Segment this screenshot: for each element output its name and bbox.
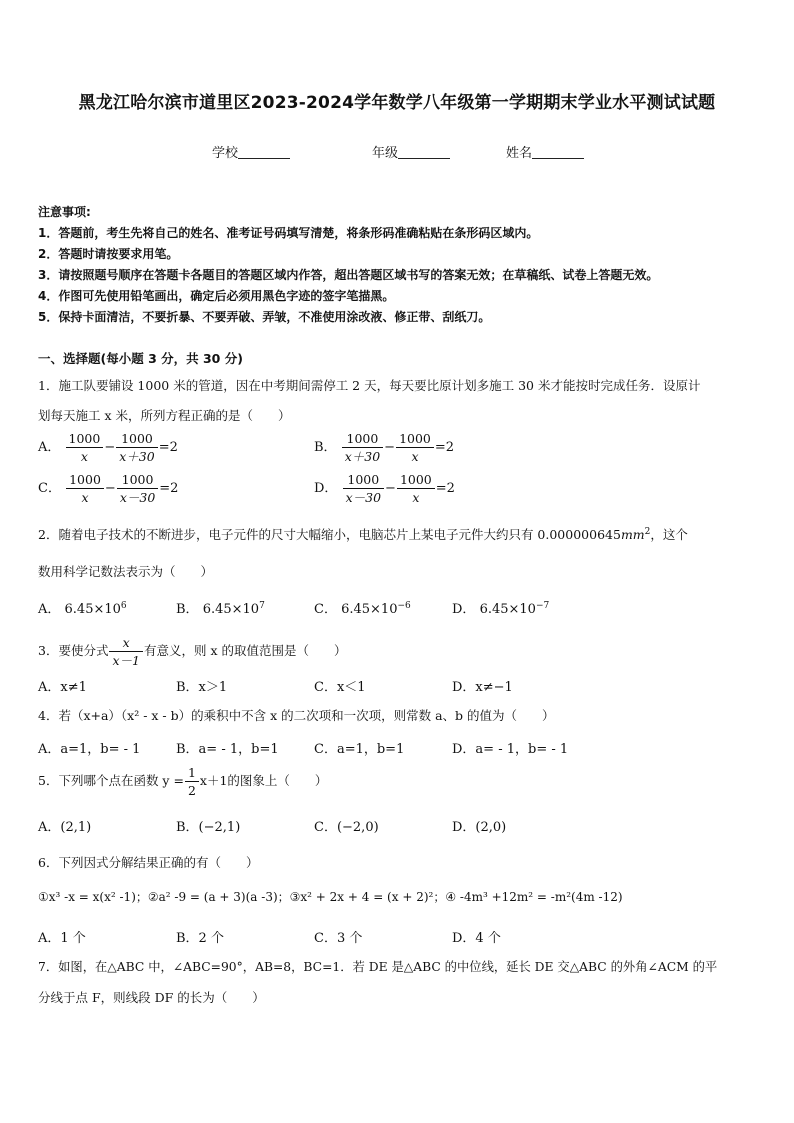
option-label: C． — [38, 481, 61, 496]
q7-text-line1: 7．如图，在△ABC 中，∠ABC=90°，AB=8，BC=1．若 DE 是△ABC 的中位线，延长 DE 交△ABC 的外角∠ACM 的平 — [38, 960, 718, 974]
q4-option-d[interactable]: D．a= - 1，b= - 1 — [452, 742, 569, 757]
note-item: 3．请按照题号顺序在答题卡各题目的答题区域内作答，超出答题区域书写的答案无效；在草稿纸、试卷上答题无效。 — [38, 268, 659, 282]
name-field[interactable] — [506, 142, 584, 161]
fraction: $\frac{1000}{x+30}$ — [116, 430, 157, 465]
q6-option-b[interactable]: B．2 个 — [176, 931, 224, 946]
section-heading: 一、选择题(每小题 3 分，共 30 分) — [38, 351, 243, 366]
q2-option-b[interactable]: B． $6.45\times 10^7$ — [176, 601, 265, 617]
fraction: $\frac{1000}{x+30}$ — [342, 430, 383, 465]
name-blank[interactable] — [532, 146, 584, 159]
q4-text: 4．若（x+a）（x² - x - b）的乘积中不含 x 的二次项和一次项，则常数 a、b 的值为（ ） — [38, 708, 555, 723]
school-label: 学校 — [212, 146, 239, 161]
fraction: $\frac{x}{x-1}$ — [109, 634, 143, 669]
grade-blank[interactable] — [398, 146, 450, 159]
q1-option-c[interactable]: C． $\frac{1000}{x}$ − $\frac{1000}{x-30}$ =2 — [38, 472, 179, 505]
note-item: 1．答题前，考生先将自己的姓名、准考证号码填写清楚，将条形码准确粘贴在条形码区域内。 — [38, 226, 539, 240]
q5-option-a[interactable]: A．(2,1) — [38, 820, 92, 835]
q4-option-a[interactable]: A．a=1，b= - 1 — [38, 742, 141, 757]
option-label: A． — [38, 440, 61, 455]
fraction: $\frac{1000}{x-30}$ — [343, 471, 384, 506]
q1-option-a[interactable]: A． $\frac{1000}{x}$ − $\frac{1000}{x+30}$ =2 — [38, 431, 178, 464]
q1-option-b[interactable]: B． $\frac{1000}{x+30}$ − $\frac{1000}{x}$ =2 — [314, 431, 455, 464]
fraction: $\frac{1000}{x-30}$ — [117, 471, 158, 506]
note-item: 2．答题时请按要求用笔。 — [38, 247, 179, 261]
q6-option-a[interactable]: A．1 个 — [38, 931, 86, 946]
name-label: 姓名 — [506, 146, 533, 161]
q5-option-c[interactable]: C．(−2,0) — [314, 820, 379, 835]
q1-text-line1: 1．施工队要铺设 1000 米的管道，因在中考期间需停工 2 天，每天要比原计划多施工 30 米才能按时完成任务．设原计 — [38, 378, 701, 393]
q3-option-a[interactable]: A．x≠1 — [38, 680, 87, 695]
q6-text-line2: ①x³ -x = x(x² -1)；②a² -9 = (a + 3)(a -3)；③x² + 2x + 4 = (x + 2)²；④ -4m³ +12m² = -m²(4m -12) — [38, 890, 623, 904]
q3-text: 3．要使分式 $\frac{x}{x-1}$ 有意义，则 x 的取值范围是（ ） — [38, 635, 347, 668]
option-label: B． — [314, 440, 337, 455]
q4-option-b[interactable]: B．a= - 1，b=1 — [176, 742, 279, 757]
q5-text: 5．下列哪个点在函数 y = $\frac{1}{2}$ x＋1的图象上（ ） — [38, 765, 328, 798]
fraction: $\frac{1000}{x}$ — [397, 471, 435, 506]
school-field[interactable] — [212, 142, 290, 161]
fraction: $\frac{1000}{x}$ — [66, 471, 104, 506]
fraction: $\frac{1000}{x}$ — [66, 430, 104, 465]
q1-text-line2: 划每天施工 x 米，所列方程正确的是（ ） — [38, 408, 291, 423]
fraction: $\frac{1}{2}$ — [185, 764, 199, 799]
fraction: $\frac{1000}{x}$ — [396, 430, 434, 465]
q1-option-d[interactable]: D． $\frac{1000}{x-30}$ − $\frac{1000}{x}$ =2 — [314, 472, 455, 505]
q3-option-c[interactable]: C．x＜1 — [314, 680, 366, 695]
q6-text-line1: 6．下列因式分解结果正确的有（ ） — [38, 855, 259, 870]
note-item: 4．作图可先使用铅笔画出，确定后必须用黑色字迹的签字笔描黑。 — [38, 289, 395, 303]
q5-option-b[interactable]: B．(−2,1) — [176, 820, 241, 835]
q6-option-d[interactable]: D．4 个 — [452, 931, 501, 946]
grade-label: 年级 — [372, 146, 399, 161]
school-blank[interactable] — [238, 146, 290, 159]
q3-option-b[interactable]: B．x＞1 — [176, 680, 228, 695]
q2-text-line1: 2．随着电子技术的不断进步，电子元件的尺寸大幅缩小，电脑芯片上某电子元件大约只有 $0.000000645mm^2$，这个 — [38, 527, 688, 542]
q4-option-c[interactable]: C．a=1，b=1 — [314, 742, 405, 757]
q6-option-c[interactable]: C．3 个 — [314, 931, 363, 946]
q2-text-line2: 数用科学记数法表示为（ ） — [38, 564, 214, 579]
exam-title: 黑龙江哈尔滨市道里区2023-2024学年数学八年级第一学期期末学业水平测试试题 — [78, 93, 716, 113]
q2-option-c[interactable]: C． $6.45\times 10^{-6}$ — [314, 601, 411, 617]
q5-option-d[interactable]: D．(2,0) — [452, 820, 507, 835]
grade-field[interactable] — [372, 142, 450, 161]
note-item: 5．保持卡面清洁，不要折暴、不要弄破、弄皱，不准使用涂改液、修正带、刮纸刀。 — [38, 310, 491, 324]
q2-option-a[interactable]: A． $6.45\times 10^6$ — [38, 601, 127, 617]
q2-option-d[interactable]: D． $6.45\times 10^{-7}$ — [452, 601, 550, 617]
option-label: D． — [314, 481, 338, 496]
q3-option-d[interactable]: D．x≠−1 — [452, 680, 513, 695]
q7-text-line2: 分线于点 F，则线段 DF 的长为（ ） — [38, 990, 265, 1005]
notes-heading: 注意事项: — [38, 205, 91, 219]
